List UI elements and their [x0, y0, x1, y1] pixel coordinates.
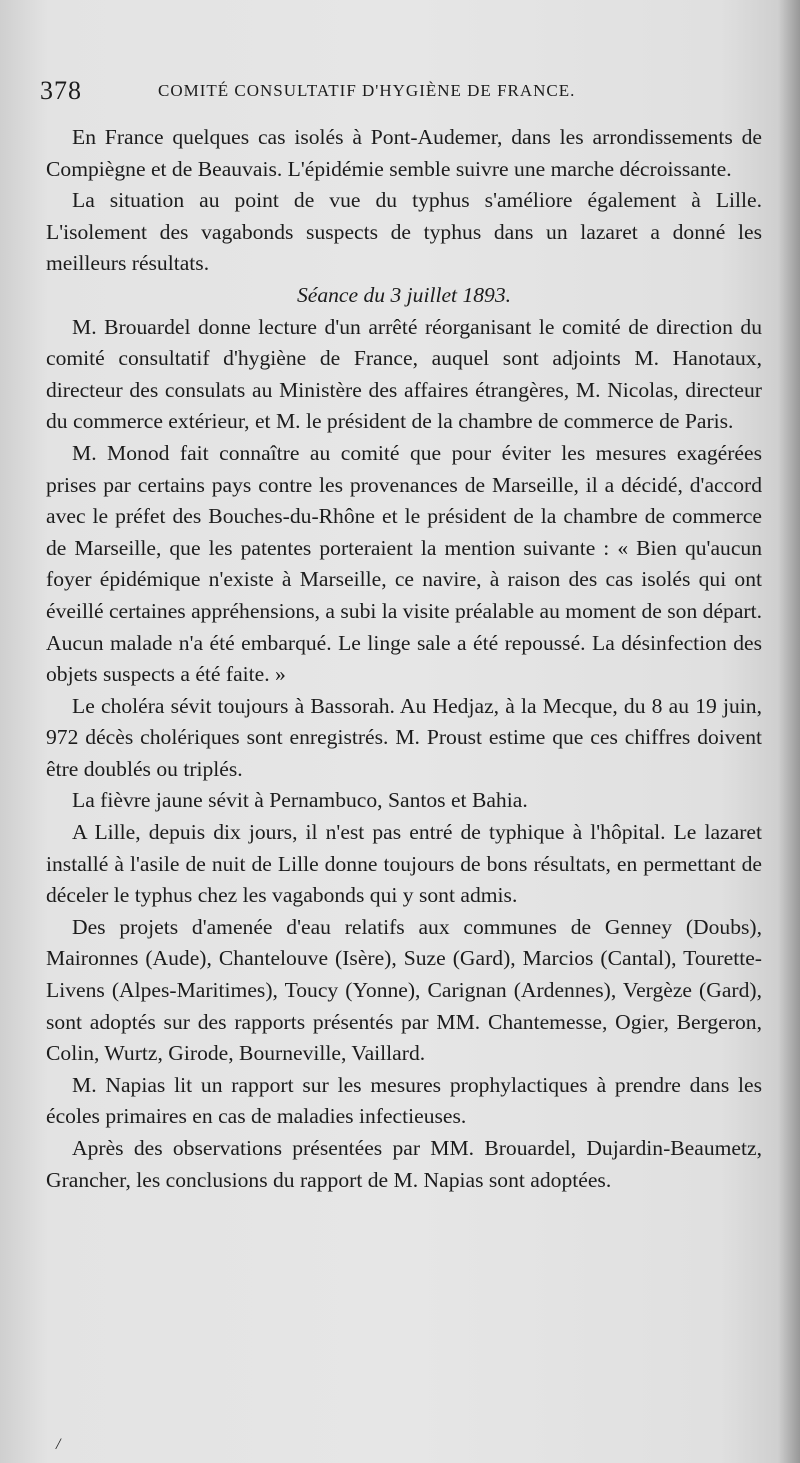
paragraph-lille-typhique: A Lille, depuis dix jours, il n'est pas entré de typhique à l'hôpital. Le lazaret installé à l'asile de nuit de Lille donne toujours de bons résultats, en permettant de déceler le typhus chez les vagabonds qui y sont admis.: [46, 820, 762, 908]
running-head: [40, 76, 760, 116]
paragraph-france-cholera: En France quelques cas isolés à Pont-Audemer, dans les arrondissements de Compiègne et de Beauvais. L'épidémie semble suivre une marche décroissante.: [46, 125, 762, 181]
paragraph-conclusions: Après des observations présentées par MM. Brouardel, Dujardin-Beaumetz, Grancher, les conclusions du rapport de M. Napias sont adoptées.: [46, 1136, 762, 1192]
paragraph-monod-marseille: M. Monod fait connaître au comité que pour éviter les mesures exagérées prises par certains pays contre les provenances de Marseille, il a décidé, d'accord avec le préfet des Bouches-du-Rhône et le président de la chambre de commerce de Marseille, que les patentes porteraient la mention suivante : « Bien qu'aucun foyer épidémique n'existe à Marseille, ce navire, à raison des cas isolés qui ont éveillé certaines appréhensions, a subi la visite préalable au moment de son départ. Aucun malade n'a été embarqué. Le linge sale a été repoussé. La désinfection des objets suspects a été faite. »: [46, 440, 762, 687]
paragraph-brouardel-arrete: M. Brouardel donne lecture d'un arrêté réorganisant le comité de direction du comité consultatif d'hygiène de France, auquel sont adjoints M. Hanotaux, directeur des consulats au Ministère des affaires étrangères, M. Nicolas, directeur du commerce extérieur, et M. le président de la chambre de commerce de Paris.: [46, 314, 762, 434]
paragraph-fievre-jaune: La fièvre jaune sévit à Pernambuco, Santos et Bahia.: [72, 788, 528, 813]
paragraph-napias-rapport: M. Napias lit un rapport sur les mesures prophylactiques à prendre dans les écoles primaires en cas de maladies infectieuses.: [46, 1072, 762, 1129]
running-title: COMITÉ CONSULTATIF D'HYGIÈNE DE FRANCE.: [158, 81, 576, 100]
paragraph-typhus-lille: La situation au point de vue du typhus s'améliore également à Lille. L'isolement des vagabonds suspects de typhus dans un lazaret a donné les meilleurs résultats.: [46, 188, 762, 276]
paragraph-cholera-bassorah: Le choléra sévit toujours à Bassorah. Au Hedjaz, à la Mecque, du 8 au 19 juin, 972 décès cholériques sont enregistrés. M. Proust estime que ces chiffres doivent être doublés ou triplés.: [46, 693, 762, 781]
page-body: [46, 122, 762, 1196]
session-title: Séance du 3 juillet 1893.: [296, 282, 512, 307]
page-number: 378: [40, 76, 82, 105]
stray-mark: /: [56, 1436, 61, 1453]
paragraph-projets-eau: Des projets d'amenée d'eau relatifs aux communes de Genney (Doubs), Maironnes (Aude), Chantelouve (Isère), Suze (Gard), Marcios (Cantal), Tourette-Livens (Alpes-Maritimes), Toucy (Yonne), Carignan (Ardennes), Vergèze (Gard), sont adoptés sur des rapports présentés par MM. Chantemesse, Ogier, Bergeron, Colin, Wurtz, Girode, Bourneville, Vaillard.: [46, 914, 762, 1066]
